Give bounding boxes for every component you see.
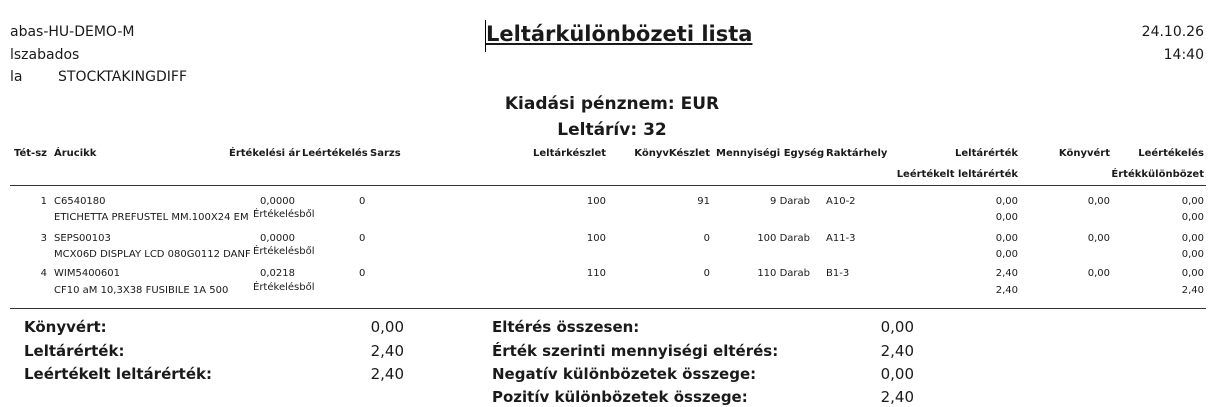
summary-negative: 0,00 xyxy=(880,365,914,383)
col-leltarertek: Leltárérték xyxy=(955,148,1018,159)
devalued-stocktaking-value: 2,40 xyxy=(995,285,1018,296)
valuation-price: 0,0000 xyxy=(260,233,295,244)
summary-negative-label: Negatív különbözetek összege: xyxy=(492,365,757,383)
storage-location: B1-3 xyxy=(826,268,850,279)
summary-stocktaking-value: 2,40 xyxy=(370,342,404,360)
qty-unit: 100 Darab xyxy=(757,233,810,244)
stocktaking-value: 2,40 xyxy=(995,268,1018,279)
storage-location: A11-3 xyxy=(826,233,856,244)
summary-total-deviation: 0,00 xyxy=(880,318,914,336)
price-source: Értékelésből xyxy=(253,282,315,293)
col-leertekelt-leltarertek: Leértékelt leltárérték xyxy=(896,169,1018,180)
stocktaking-qty: 110 xyxy=(586,268,606,279)
summary-devalued-value-label: Leértékelt leltárérték: xyxy=(24,365,212,383)
col-leltarkeszlet: Leltárkészlet xyxy=(533,148,606,159)
row-number: 4 xyxy=(40,268,47,279)
item-description: ETICHETTA PREFUSTEL MM.100X24 EM xyxy=(54,212,249,223)
qty-unit: 9 Darab xyxy=(770,196,810,207)
value-difference: 0,00 xyxy=(1181,249,1204,260)
item-code: WIM5400601 xyxy=(54,268,121,279)
devalued-stocktaking-value: 0,00 xyxy=(995,212,1018,223)
user-name: lszabados xyxy=(10,47,80,63)
devaluation: 0 xyxy=(359,196,366,207)
item-description: MCX06D DISPLAY LCD 080G0112 DANF xyxy=(54,249,251,260)
devaluation: 0 xyxy=(359,268,366,279)
devaluation-value: 0,00 xyxy=(1181,196,1204,207)
price-source: Értékelésből xyxy=(253,246,315,257)
language-code: la xyxy=(10,69,23,85)
value-difference: 2,40 xyxy=(1181,285,1204,296)
stocktaking-qty: 100 xyxy=(586,233,606,244)
currency-line: Kiadási pénznem: EUR xyxy=(504,94,720,114)
item-description: CF10 aM 10,3X38 FUSIBILE 1A 500 xyxy=(54,285,229,296)
book-qty: 0 xyxy=(703,233,710,244)
col-konyvkeszlet: KönyvKészlet xyxy=(634,148,710,159)
row-number: 3 xyxy=(40,233,47,244)
summary-value-qty-deviation-label: Érték szerinti mennyiségi eltérés: xyxy=(492,342,779,360)
stocktaking-value: 0,00 xyxy=(995,196,1018,207)
client-name: abas-HU-DEMO-M xyxy=(10,24,135,40)
col-konyvert: Könyvért xyxy=(1058,148,1110,159)
col-leertekeles: Leértékelés xyxy=(302,148,368,159)
devalued-stocktaking-value: 0,00 xyxy=(995,249,1018,260)
summary-positive-label: Pozitív különbözetek összege: xyxy=(492,388,748,406)
book-value: 0,00 xyxy=(1087,196,1110,207)
price-source: Értékelésből xyxy=(253,209,315,220)
devaluation-value: 0,00 xyxy=(1181,233,1204,244)
summary-positive: 2,40 xyxy=(880,388,914,406)
item-code: C6540180 xyxy=(54,196,106,207)
col-leertekeles-2: Leértékelés xyxy=(1138,148,1204,159)
devaluation: 0 xyxy=(359,233,366,244)
valuation-price: 0,0218 xyxy=(260,268,295,279)
col-mennyisegi-egyseg: Mennyiségi Egység xyxy=(716,148,825,159)
program-name: STOCKTAKINGDIFF xyxy=(58,69,188,85)
storage-location: A10-2 xyxy=(826,196,856,207)
sheet-line: Leltárív: 32 xyxy=(557,120,667,140)
valuation-price: 0,0000 xyxy=(260,196,295,207)
report-date: 24.10.26 xyxy=(1141,24,1204,40)
col-ertekelesi-ar: Értékelési ár xyxy=(229,148,301,159)
summary-book-value-label: Könyvért: xyxy=(24,318,107,336)
stocktaking-value: 0,00 xyxy=(995,233,1018,244)
col-tet-sz: Tét-sz xyxy=(14,148,47,159)
col-sarzs: Sarzs xyxy=(370,148,401,159)
col-ertekkulonbozet: Értékkülönbözet xyxy=(1111,169,1204,180)
summary-total-deviation-label: Eltérés összesen: xyxy=(492,318,640,336)
stocktaking-qty: 100 xyxy=(586,196,606,207)
summary-value-qty-deviation: 2,40 xyxy=(880,342,914,360)
report-time: 14:40 xyxy=(1163,47,1204,63)
summary-devalued-value: 2,40 xyxy=(370,365,404,383)
book-value: 0,00 xyxy=(1087,268,1110,279)
col-raktarhely: Raktárhely xyxy=(826,148,888,159)
value-difference: 0,00 xyxy=(1181,212,1204,223)
summary-stocktaking-value-label: Leltárérték: xyxy=(24,342,125,360)
book-qty: 0 xyxy=(703,268,710,279)
qty-unit: 110 Darab xyxy=(757,268,810,279)
row-number: 1 xyxy=(40,196,47,207)
devaluation-value: 0,00 xyxy=(1181,268,1204,279)
summary-book-value: 0,00 xyxy=(370,318,404,336)
col-arucikk: Árucikk xyxy=(54,148,97,159)
item-code: SEPS00103 xyxy=(54,233,111,244)
page-title: Leltárkülönbözeti lista xyxy=(486,22,753,46)
book-value: 0,00 xyxy=(1087,233,1110,244)
header-divider xyxy=(10,185,1206,186)
summary-divider xyxy=(10,308,1206,309)
book-qty: 91 xyxy=(697,196,710,207)
